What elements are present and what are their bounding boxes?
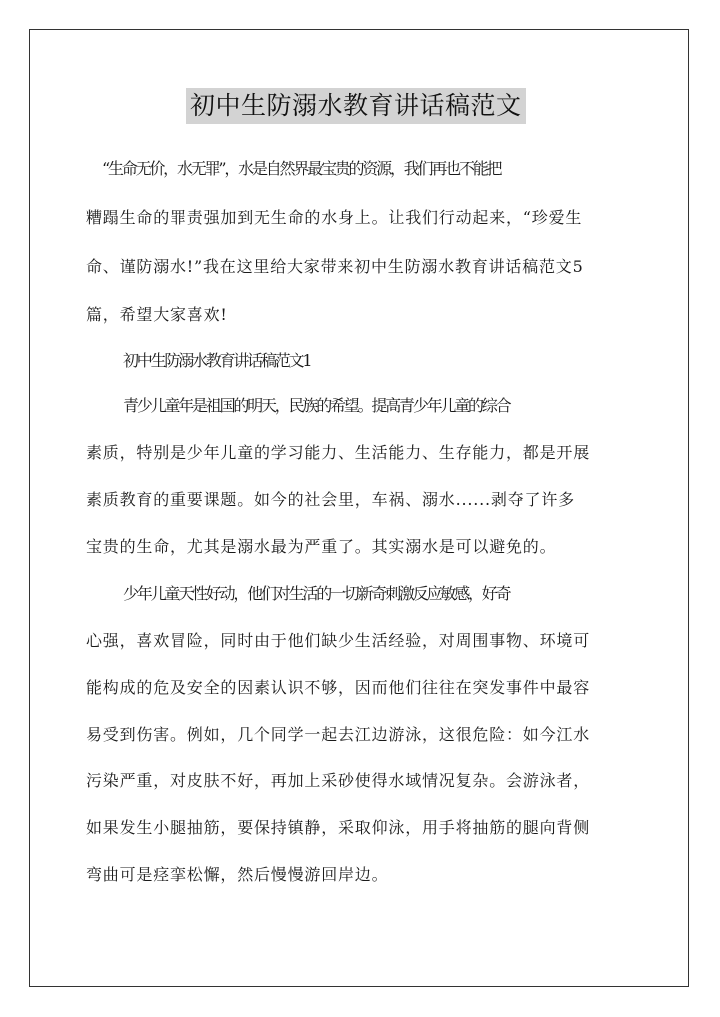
paragraph-line: 污染严重，对皮肤不好，再加上采砂使得水域情况复杂。会游泳者，	[86, 771, 591, 790]
paragraph-line: 如果发生小腿抽筋，要保持镇静，采取仰泳，用手将抽筋的腿向背侧	[86, 818, 591, 837]
paragraph-line: 少年儿童天性好动，他们对生活的一切新奇刺激反应敏感，好奇	[123, 584, 510, 603]
paragraph-line: 素质教育的重要课题。如今的社会里，车祸、溺水......剥夺了许多	[86, 490, 575, 509]
paragraph-line: 宝贵的生命，尤其是溺水最为严重了。其实溺水是可以避免的。	[86, 537, 557, 556]
paragraph-line: 糟蹋生命的罪责强加到无生命的水身上。让我们行动起来，“珍爱生	[86, 208, 583, 227]
paragraph-line: 弯曲可是痉挛松懈，然后慢慢游回岸边。	[86, 865, 389, 884]
paragraph-line: “生命无价，水无罪”，水是自然界最宝贵的资源，我们再也不能把	[102, 159, 501, 178]
paragraph-line: 篇，希望大家喜欢!	[86, 305, 228, 324]
document-title: 初中生防溺水教育讲话稿范文	[186, 88, 526, 124]
paragraph-line: 易受到伤害。例如，几个同学一起去江边游泳，这很危险：如今江水	[86, 725, 591, 744]
paragraph-line: 心强，喜欢冒险，同时由于他们缺少生活经验，对周围事物、环境可	[86, 631, 591, 650]
paragraph-line: 命、谨防溺水!”我在这里给大家带来初中生防溺水教育讲话稿范文5	[86, 257, 584, 276]
paragraph-line: 青少儿童年是祖国的明天，民族的希望。提高青少年儿童的综合	[123, 396, 510, 415]
section-heading: 初中生防溺水教育讲话稿范文1	[123, 351, 311, 370]
paragraph-line: 能构成的危及安全的因素认识不够，因而他们往往在突发事件中最容	[86, 678, 591, 697]
paragraph-line: 素质，特别是少年儿童的学习能力、生活能力、生存能力，都是开展	[86, 443, 591, 462]
